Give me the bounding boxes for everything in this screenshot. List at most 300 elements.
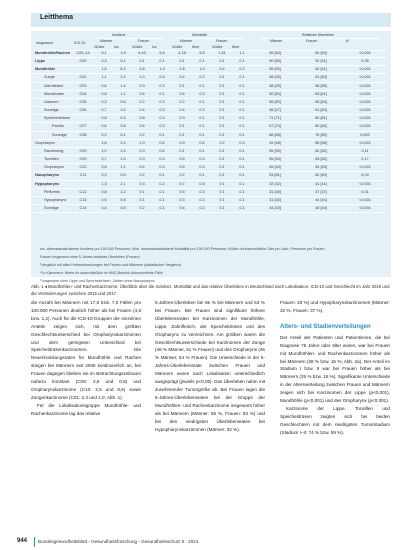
table-cell: 0.1: [232, 90, 252, 98]
table-cell: 0.1: [192, 98, 212, 106]
table-cell: 45 [44]: [298, 204, 344, 212]
table-cell: 1.5: [114, 147, 132, 155]
table-cell: 0.3: [192, 90, 212, 98]
table-cell: 0,002: [344, 131, 386, 139]
table-row: [34, 107, 386, 115]
table-cell: 0.2: [132, 131, 152, 139]
row-label: Sonstige: [34, 131, 72, 139]
table-cell: 5.6: [152, 50, 172, 58]
table-cell: 45 [44]: [252, 164, 298, 172]
table-note: ᵃ In Klammern: Werte für ausschließlich im HNO-Bereich dokumentierte Fälle: [40, 271, 163, 275]
row-icd: C00–14: [72, 50, 94, 58]
table-cell: 1,3: [94, 180, 114, 188]
row-icd: [72, 66, 94, 74]
table-cell: 41 [41]: [298, 180, 344, 188]
table-cell: 0.4: [132, 164, 152, 172]
table-cell: 56 [56]: [298, 139, 344, 147]
table-cell: 0.2: [152, 98, 172, 106]
row-icd: C06: [72, 107, 94, 115]
table-cell: 0.1: [212, 188, 232, 196]
table-cell: 0.1: [172, 82, 192, 90]
header-sub-maenner-rel: Männer: [270, 39, 283, 43]
table-cell: 0.1: [232, 131, 252, 139]
table-row: [34, 139, 386, 147]
row-icd: C04: [72, 90, 94, 98]
table-cell: 0.1: [212, 82, 232, 90]
table-header: [34, 33, 386, 51]
table-cell: 0.3: [192, 156, 212, 164]
table-cell: 0.1: [212, 131, 232, 139]
table-cell: 0.6: [152, 139, 172, 147]
table-cell: 32 [32]: [252, 180, 298, 188]
table-row: [34, 50, 386, 58]
table-cell: 1,0: [94, 147, 114, 155]
row-icd: C09: [72, 156, 94, 164]
table-cell: 0.1: [152, 188, 172, 196]
table-cell: 0.3: [152, 164, 172, 172]
table-cell: 34 [33]: [252, 204, 298, 212]
table-cell: 0.1: [132, 188, 152, 196]
table-row: [34, 74, 386, 82]
table-cell: 0.2: [232, 66, 252, 74]
table-cell: 0,01: [344, 188, 386, 196]
paragraph: Frauen: 33 %) und Hypopharynxkarzinomen (Männer: 32 %, Frauen: 37 %).: [280, 300, 390, 313]
table-cell: 0.1: [172, 131, 192, 139]
row-icd: C08: [72, 131, 94, 139]
table-cell: 62 [60]: [298, 172, 344, 180]
table-cell: 0.1: [232, 115, 252, 123]
table-cell: 31 [30]: [252, 188, 298, 196]
table-cell: 0.3: [152, 107, 172, 115]
table-cell: 0.1: [232, 188, 252, 196]
table-cell: 0.6: [192, 139, 212, 147]
row-label: Zunge: [34, 74, 72, 82]
table-cell: 2.8: [132, 66, 152, 74]
table-cell: 1.2: [114, 74, 132, 82]
table-cell: 46 [45]: [252, 74, 298, 82]
table-cell: 1.0: [114, 107, 132, 115]
table-cell: 1.3: [152, 66, 172, 74]
table-cell: 62 [61]: [298, 66, 344, 74]
table-row: [34, 164, 386, 172]
header-leaf: N/Jahr: [212, 45, 223, 49]
table-row: [34, 98, 386, 106]
table-cell: 0.1: [212, 196, 232, 204]
table-cell: 0.1: [132, 196, 152, 204]
table-cell: 0,8: [94, 164, 114, 172]
footer-divider: [34, 537, 35, 547]
header-leaf: Inz: [114, 45, 119, 49]
table-cell: 0.3: [132, 180, 152, 188]
table-cell: 0.1: [152, 196, 172, 204]
section-title: Leitthema: [40, 14, 74, 21]
table-row: [34, 147, 386, 155]
table-cell: 0.8: [132, 115, 152, 123]
table-row: [34, 196, 386, 204]
table-cell: 0.8: [114, 196, 132, 204]
table-cell: 2.4: [114, 139, 132, 147]
table-cell: <0,001: [344, 139, 386, 147]
table-cell: 0.4: [172, 74, 192, 82]
header-leaf: N/Jahr: [94, 45, 105, 49]
table-cell: 92 [91]: [298, 58, 344, 66]
table-row: [34, 82, 386, 90]
table-cell: 0.2: [152, 82, 172, 90]
table-cell: 0.2: [132, 172, 152, 180]
table-cell: 0.9: [172, 139, 192, 147]
table-cell: 90 [85]: [252, 58, 298, 66]
row-label: Parotis: [34, 123, 72, 131]
paragraph: 5-Jahres-Überleben bei 55 % bei Männern und 63 % bei Frauen. Bei Frauen sind signifikant höhere Überlebensraten bei Karzinomen der Mundhöhle, Lippe, Zahnfleisch, der Speicheldrüsen und des Oropharynx zu verzeichnen. Am größten waren die Geschlechtsunterschiede bei Karzinomen der Zunge (46 % Männer, 61 % Frauen) und des Oropharynx (45 % Männer, 54 % Frauen). Die Unterschiede in der 5-Jahres-Überlebensrate zwischen Frauen und Männern waren nach Lokalisation unterschiedlich ausgeprägt (jeweils p<0,05). Das Überleben nahm mit zunehmender Tumorgröße ab. Bei Frauen lagen die 5-Jahres-Überlebensraten bei der Gruppe der Mundhöhlen- und Rachenkarzinome insgesamt höher als bei Männern (Männer: 55 %, Frauen: 63 %) und bei den niedrigsten Überlebensraten bei Hypopharynxkarzinomen (Männer: 32 %).: [155, 300, 265, 432]
table-cell: 4.18: [172, 50, 192, 58]
table-cell: 0.1: [212, 98, 232, 106]
table-cell: <0,001: [344, 74, 386, 82]
row-icd: C12: [72, 188, 94, 196]
table-cell: 54 [53]: [298, 164, 344, 172]
table-cell: 0.3: [132, 82, 152, 90]
table-cell: 0.1: [152, 172, 172, 180]
table-cell: 55 [50]: [252, 98, 298, 106]
table-row: [34, 156, 386, 164]
table-cell: <0,001: [344, 115, 386, 123]
table-cell: 31 [30]: [252, 196, 298, 204]
row-icd: C10: [72, 164, 94, 172]
row-label: Zahnfleisch: [34, 82, 72, 90]
table-cell: 0.1: [172, 58, 192, 66]
table-cell: 1.9: [114, 50, 132, 58]
table-cell: 0.1: [114, 131, 132, 139]
header-leaf: N/Jahr: [172, 45, 183, 49]
table-row: [34, 204, 386, 212]
table-cell: 0.5: [114, 204, 132, 212]
table-cell: 1.1: [114, 164, 132, 172]
table-cell: 0.1: [192, 115, 212, 123]
table-cell: 0.5: [172, 156, 192, 164]
table-cell: 0.1: [192, 123, 212, 131]
table-cell: 63 [62]: [298, 156, 344, 164]
header-sub-p: p¹: [346, 39, 350, 43]
table-cell: 2.1: [114, 180, 132, 188]
table-cell: <0,001: [344, 82, 386, 90]
table-cell: 0.1: [192, 58, 212, 66]
table-cell: 0.3: [132, 147, 152, 155]
table-cell: 1.1: [232, 50, 252, 58]
table-cell: 4.43: [132, 50, 152, 58]
table-cell: 0.2: [192, 204, 212, 212]
table-body: [34, 50, 386, 213]
header-group-mortalitaet: Mortalität: [192, 33, 207, 37]
table-cell: 49 [48]: [252, 139, 298, 147]
table-cell: 46 [47]: [252, 107, 298, 115]
header-sub-frauen-rel: Frauen: [306, 39, 318, 43]
table-cell: 9,1: [94, 50, 114, 58]
row-label: Oropharynx: [34, 164, 72, 172]
table-cell: 5.5: [192, 50, 212, 58]
table-cell: 0.4: [152, 115, 172, 123]
table-notes: [40, 245, 385, 285]
paragraph: Für die Lokalisationsgruppe Mundhöhle- und Rachenkarzinome lag das relative: [31, 402, 141, 416]
table-cell: 0,4: [94, 204, 114, 212]
row-label: Oropharynx: [34, 139, 72, 147]
text-column-2: [155, 299, 265, 433]
table-cell: 0.5: [172, 188, 192, 196]
table-cell: 0.4: [114, 115, 132, 123]
table-cell: 0.6: [152, 147, 172, 155]
row-label: Mundboden: [34, 90, 72, 98]
table-cell: 1,6: [94, 139, 114, 147]
table-cell: 0.1: [212, 123, 232, 131]
table-cell: 0.1: [212, 115, 232, 123]
table-cell: 0,8: [94, 188, 114, 196]
journal-name: Bundesgesundheitsblatt - Gesundheitsforschung - Gesundheitsschutz 8 · 2021: [38, 539, 199, 544]
row-label: Sonstige: [34, 204, 72, 212]
paragraph: Karzinome der Lippe, Tonsillen und Speicheldrüsen zeigten sich bei beiden Geschlechtern mit dem niedrigsten Tumorstadium (Stadium I–II: 74 % bzw. 59 %).: [280, 405, 390, 435]
table-cell: 0.1: [232, 74, 252, 82]
table-cell: 0.1: [152, 58, 172, 66]
table-cell: 82 [81]: [298, 115, 344, 123]
table-cell: 0.1: [212, 172, 232, 180]
row-label: Speicheldrüsen: [34, 115, 72, 123]
table-cell: <0,001: [344, 164, 386, 172]
row-label: Hypopharynx: [34, 180, 72, 188]
table-cell: 0,6: [94, 82, 114, 90]
table-cell: 1.0: [132, 139, 152, 147]
table-note: Frauen insgesamt ohne 5-Jahres-relatives Überleben (Frauen): [40, 255, 140, 259]
header-group-ueberleben: Relatives Überleben: [302, 33, 335, 37]
table-cell: 0.1: [192, 172, 212, 180]
table-note: ᵇ Insgesamt ohne Lippe und Speicheldrüsen; Zahlen ohne Nasopharynx: [40, 279, 155, 283]
table-cell: 53 [51]: [252, 172, 298, 180]
table-cell: 0.2: [152, 180, 172, 188]
table-cell: 0.3: [172, 196, 192, 204]
table-cell: 0.2: [192, 74, 212, 82]
table-cell: 0.1: [232, 156, 252, 164]
header-rule: [94, 38, 164, 39]
table-cell: 0.1: [232, 98, 252, 106]
table-cell: 55 [54]: [252, 156, 298, 164]
row-label: Rachenring: [34, 147, 72, 155]
table-cell: 0.1: [172, 123, 192, 131]
row-icd: C01: [72, 74, 94, 82]
table-cell: 0.2: [132, 204, 152, 212]
table-cell: 0.2: [192, 107, 212, 115]
table-cell: 1,1: [94, 74, 114, 82]
table-cell: 0.1: [232, 180, 252, 188]
table-cell: 0,3: [94, 172, 114, 180]
table-cell: 76 [80]: [298, 131, 344, 139]
table-cell: 0.4: [212, 66, 232, 74]
table-cell: 0.3: [172, 115, 192, 123]
table-cell: <0,001: [344, 204, 386, 212]
table-row: [34, 172, 386, 180]
section-header-bar: [31, 13, 391, 27]
header-sub-frauen-mort: Frauen: [216, 39, 228, 43]
row-label: Hypopharynx: [34, 196, 72, 204]
table-cell: 0.5: [152, 74, 172, 82]
table-cell: 0,5: [94, 196, 114, 204]
table-cell: <0,001: [344, 98, 386, 106]
table-cell: 0.3: [132, 156, 152, 164]
table-cell: 0.2: [232, 139, 252, 147]
row-icd: C07: [72, 123, 94, 131]
header-leaf: Inz: [152, 45, 157, 49]
table-cell: 0.6: [172, 90, 192, 98]
table-cell: 52 [50]: [252, 90, 298, 98]
table-row: [34, 115, 386, 123]
table-cell: 1.0: [132, 74, 152, 82]
table-cell: 0.2: [192, 196, 212, 204]
table-cell: 0.1: [212, 180, 232, 188]
header-leaf: Mort: [192, 45, 200, 49]
table-cell: 1.8: [172, 66, 192, 74]
table-cell: 0.1: [212, 147, 232, 155]
table-cell: 65 [63]: [298, 98, 344, 106]
row-icd: C14: [72, 204, 94, 212]
table-cell: 6.3: [114, 66, 132, 74]
table-cell: 1.81: [212, 50, 232, 58]
row-icd: C00: [72, 58, 94, 66]
table-cell: 0.4: [132, 107, 152, 115]
table-row: [34, 58, 386, 66]
table-cell: 71 [71]: [252, 115, 298, 123]
table-cell: 0.1: [192, 82, 212, 90]
table-cell: 0,7: [94, 107, 114, 115]
row-icd: C11: [72, 172, 94, 180]
row-label: Piriformis: [34, 188, 72, 196]
table-cell: 0,7: [94, 156, 114, 164]
table-cell: <0,001: [344, 123, 386, 131]
table-cell: 66 [65]: [252, 131, 298, 139]
table-cell: <0,001: [344, 196, 386, 204]
row-label: Tonsillen: [34, 156, 72, 164]
row-label: Sonstige: [34, 107, 72, 115]
table-note: Inz. altersstandardisierte Inzidenz pro 100.000 Personen; Mort. altersstandardisierte Mortalität pro 100.000 Personen; N/Jahr durchschnittliche Zahl pro Jahr; Personen pro Frauen: [40, 247, 325, 251]
table-cell: 37 [37]: [298, 188, 344, 196]
table-cell: 0.1: [192, 147, 212, 155]
table-cell: 0.1: [212, 90, 232, 98]
row-icd: C09: [72, 147, 94, 155]
header-col-icd: ICD-10: [74, 41, 86, 45]
table-cell: 0.2: [172, 98, 192, 106]
row-icd: [72, 180, 94, 188]
header-rule: [260, 38, 380, 39]
table-cell: 1.0: [192, 66, 212, 74]
table-row: [34, 188, 386, 196]
table-cell: 0.3: [152, 156, 172, 164]
row-icd: C03: [72, 82, 94, 90]
table-cell: <0,001: [344, 90, 386, 98]
row-icd: C05: [72, 98, 94, 106]
table-cell: 0,3: [94, 98, 114, 106]
table-cell: 82 [82]: [298, 123, 344, 131]
header-leaf: Mort: [232, 45, 240, 49]
header-rule: [174, 38, 244, 39]
row-icd: [72, 139, 94, 147]
table-cell: 0.1: [212, 204, 232, 212]
table-cell: 0.1: [152, 204, 172, 212]
table-cell: 55 [55]: [252, 147, 298, 155]
table-cell: 0.5: [172, 164, 192, 172]
table-cell: <0,001: [344, 50, 386, 58]
table-cell: 0.1: [232, 172, 252, 180]
page-footer: [0, 536, 413, 550]
table-cell: 62 [62]: [298, 147, 344, 155]
table-cell: <0,001: [344, 66, 386, 74]
table-cell: 1,5: [94, 66, 114, 74]
table-cell: 0.5: [114, 172, 132, 180]
table-cell: 0.1: [232, 147, 252, 155]
table-cell: 55 [54]: [252, 50, 298, 58]
table-cell: 61 [60]: [298, 107, 344, 115]
row-icd: C13: [72, 196, 94, 204]
table-cell: 0.1: [172, 147, 192, 155]
table-cell: 0,8: [94, 115, 114, 123]
figure-caption: Abb. 1 ◂ Mundhöhlen- und Rachenkarzinome: Überblick über die Inzidenz, Mortalität und das relative Überleben in Deutschland nach Lokalisation, ICD-10 und Geschlecht im Jahr 2016 und die Veränderungen zwischen 2015 und 2017: [31, 284, 390, 296]
table-cell: 0.1: [152, 131, 172, 139]
table-cell: 0.1: [212, 58, 232, 66]
table-cell: 1.4: [114, 82, 132, 90]
table-cell: 0.2: [132, 98, 152, 106]
table-cell: 0.3: [152, 123, 172, 131]
table-cell: 0.4: [172, 107, 192, 115]
section-subheading: Alters- und Stadienverteilungen: [280, 323, 371, 330]
table-cell: 0.1: [232, 123, 252, 131]
table-cell: 1.0: [114, 156, 132, 164]
table-cell: 0,2: [94, 131, 114, 139]
table-cell: 63 [61]: [298, 90, 344, 98]
table-cell: 0,6: [94, 123, 114, 131]
table-cell: 0.1: [232, 107, 252, 115]
paragraph: Der Anteil der Patienten und Patientinnen, die bei Diagnose 75 Jahre oder älter waren, war bei Frauen mit Mundhöhlen- und Rachenkarzinomen höher als bei Männern (28 % bzw. 15 %; Abb. 2a). Der Anteil im Stadium I bzw. II war bei Frauen höher als bei Männern (25 % bzw. 15 %). Signifikante Unterschiede in der Altersverteilung zwischen Frauen und Männern zeigen sich bei Karzinomen der Lippe (p<0,001), Mundhöhle (p<0,001) und des Oropharynx (p<0,001).: [280, 334, 390, 404]
table-cell: 0.6: [132, 123, 152, 131]
table-cell: 0.1: [212, 156, 232, 164]
table-row: [34, 123, 386, 131]
table-cell: 0.1: [212, 74, 232, 82]
header-leaf: N/Jahr: [132, 45, 143, 49]
table-cell: 0,3: [94, 58, 114, 66]
header-sub-frauen: Frauen: [138, 39, 150, 43]
table-cell: 0.1: [232, 204, 252, 212]
table-cell: 0.1: [232, 82, 252, 90]
table-cell: 0.7: [172, 180, 192, 188]
table-cell: 0.1: [212, 164, 232, 172]
table-cell: 56 [55]: [298, 82, 344, 90]
table-row: [34, 131, 386, 139]
row-icd: [72, 115, 94, 123]
table-cell: 44 [44]: [298, 196, 344, 204]
table-row: [34, 180, 386, 188]
header-sub-maenner-mort: Männer: [180, 39, 193, 43]
table-cell: 0.3: [192, 164, 212, 172]
table-cell: 48 [49]: [252, 82, 298, 90]
table-cell: 0.1: [192, 131, 212, 139]
table-cell: 0.6: [132, 90, 152, 98]
table-cell: 0.5: [192, 180, 212, 188]
table-cell: 0.1: [152, 90, 172, 98]
table-cell: 0,35: [344, 58, 386, 66]
table-row: [34, 66, 386, 74]
incidence-table: [34, 50, 386, 213]
row-label: Nasopharynx: [34, 172, 72, 180]
table-cell: 0.1: [232, 164, 252, 172]
table-cell: 0,8: [94, 90, 114, 98]
table-cell: 1.1: [114, 90, 132, 98]
table-cell: 0.1: [114, 58, 132, 66]
header-col-title: Insgesamt: [36, 41, 53, 45]
text-column-1: [31, 299, 141, 418]
table-cell: 0.8: [114, 123, 132, 131]
table-cell: 0.1: [232, 196, 252, 204]
